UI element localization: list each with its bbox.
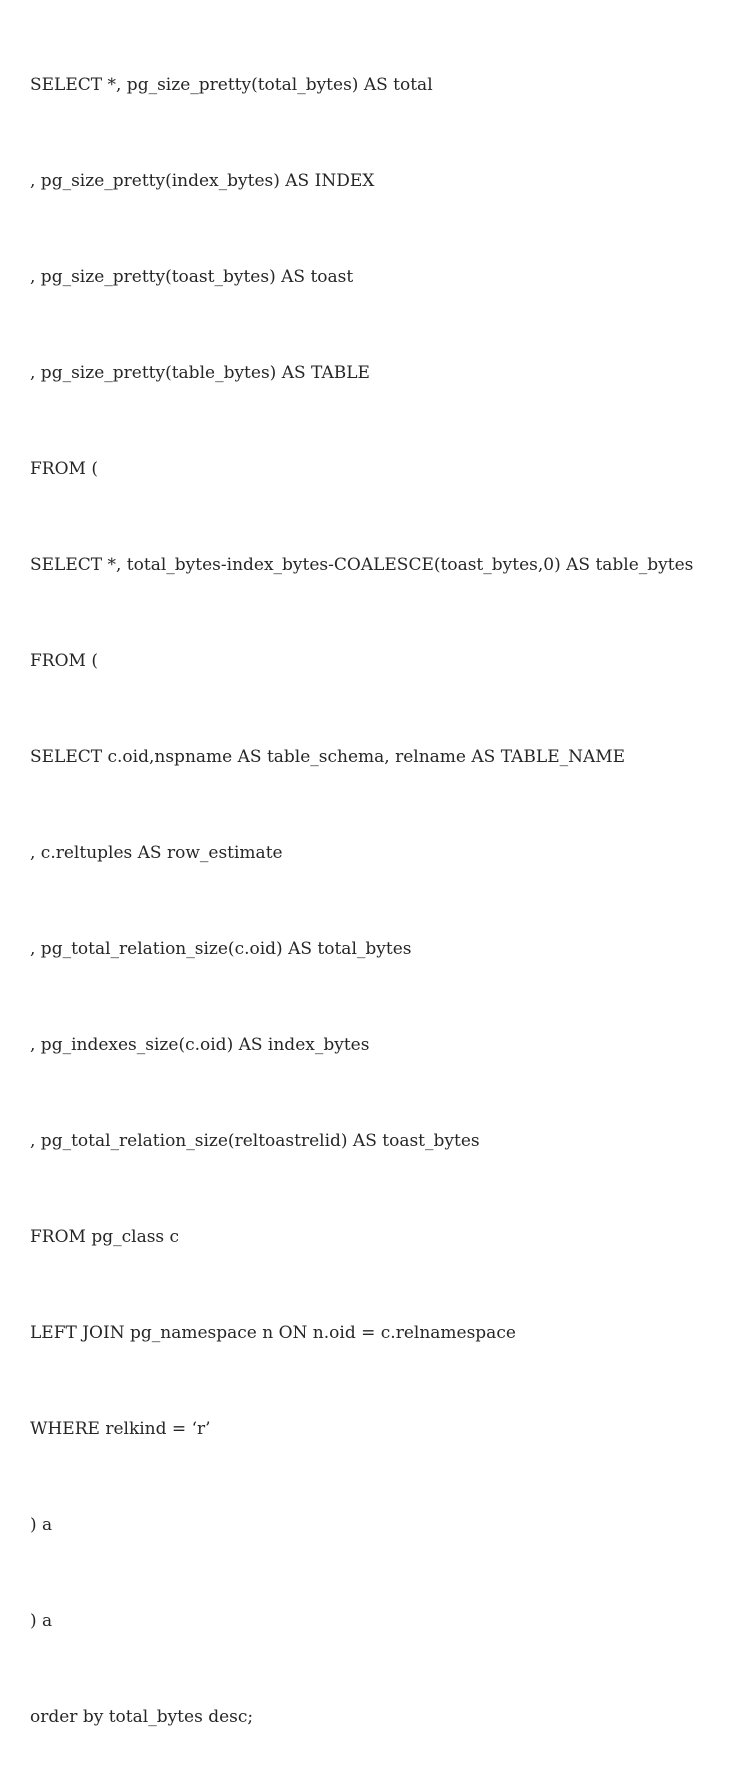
code-line: , c.reltuples AS row_estimate (30, 843, 283, 863)
code-line: WHERE relkind = ‘r’ (30, 1419, 211, 1439)
code-line: FROM ( (30, 459, 98, 479)
code-line: FROM ( (30, 651, 98, 671)
code-line: , pg_size_pretty(index_bytes) AS INDEX (30, 171, 375, 191)
code-line: FROM pg_class c (30, 1227, 180, 1247)
code-line: , pg_size_pretty(table_bytes) AS TABLE (30, 363, 370, 383)
code-line: ) a (30, 1515, 53, 1535)
code-line: , pg_total_relation_size(reltoastrelid) AS toast_bytes (30, 1131, 480, 1151)
code-line: , pg_size_pretty(toast_bytes) AS toast (30, 267, 354, 287)
code-line: , pg_indexes_size(c.oid) AS index_bytes (30, 1035, 370, 1055)
sql-code-block (30, 5, 720, 1765)
code-line: order by total_bytes desc; (30, 1707, 254, 1727)
code-line: LEFT JOIN pg_namespace n ON n.oid = c.relnamespace (30, 1323, 516, 1343)
code-line: ) a (30, 1611, 53, 1631)
code-line: SELECT c.oid,nspname AS table_schema, relname AS TABLE_NAME (30, 747, 626, 767)
code-line: SELECT *, total_bytes-index_bytes-COALESCE(toast_bytes,0) AS table_bytes (30, 555, 694, 575)
code-line: SELECT *, pg_size_pretty(total_bytes) AS total (30, 75, 433, 95)
code-line: , pg_total_relation_size(c.oid) AS total_bytes (30, 939, 412, 959)
